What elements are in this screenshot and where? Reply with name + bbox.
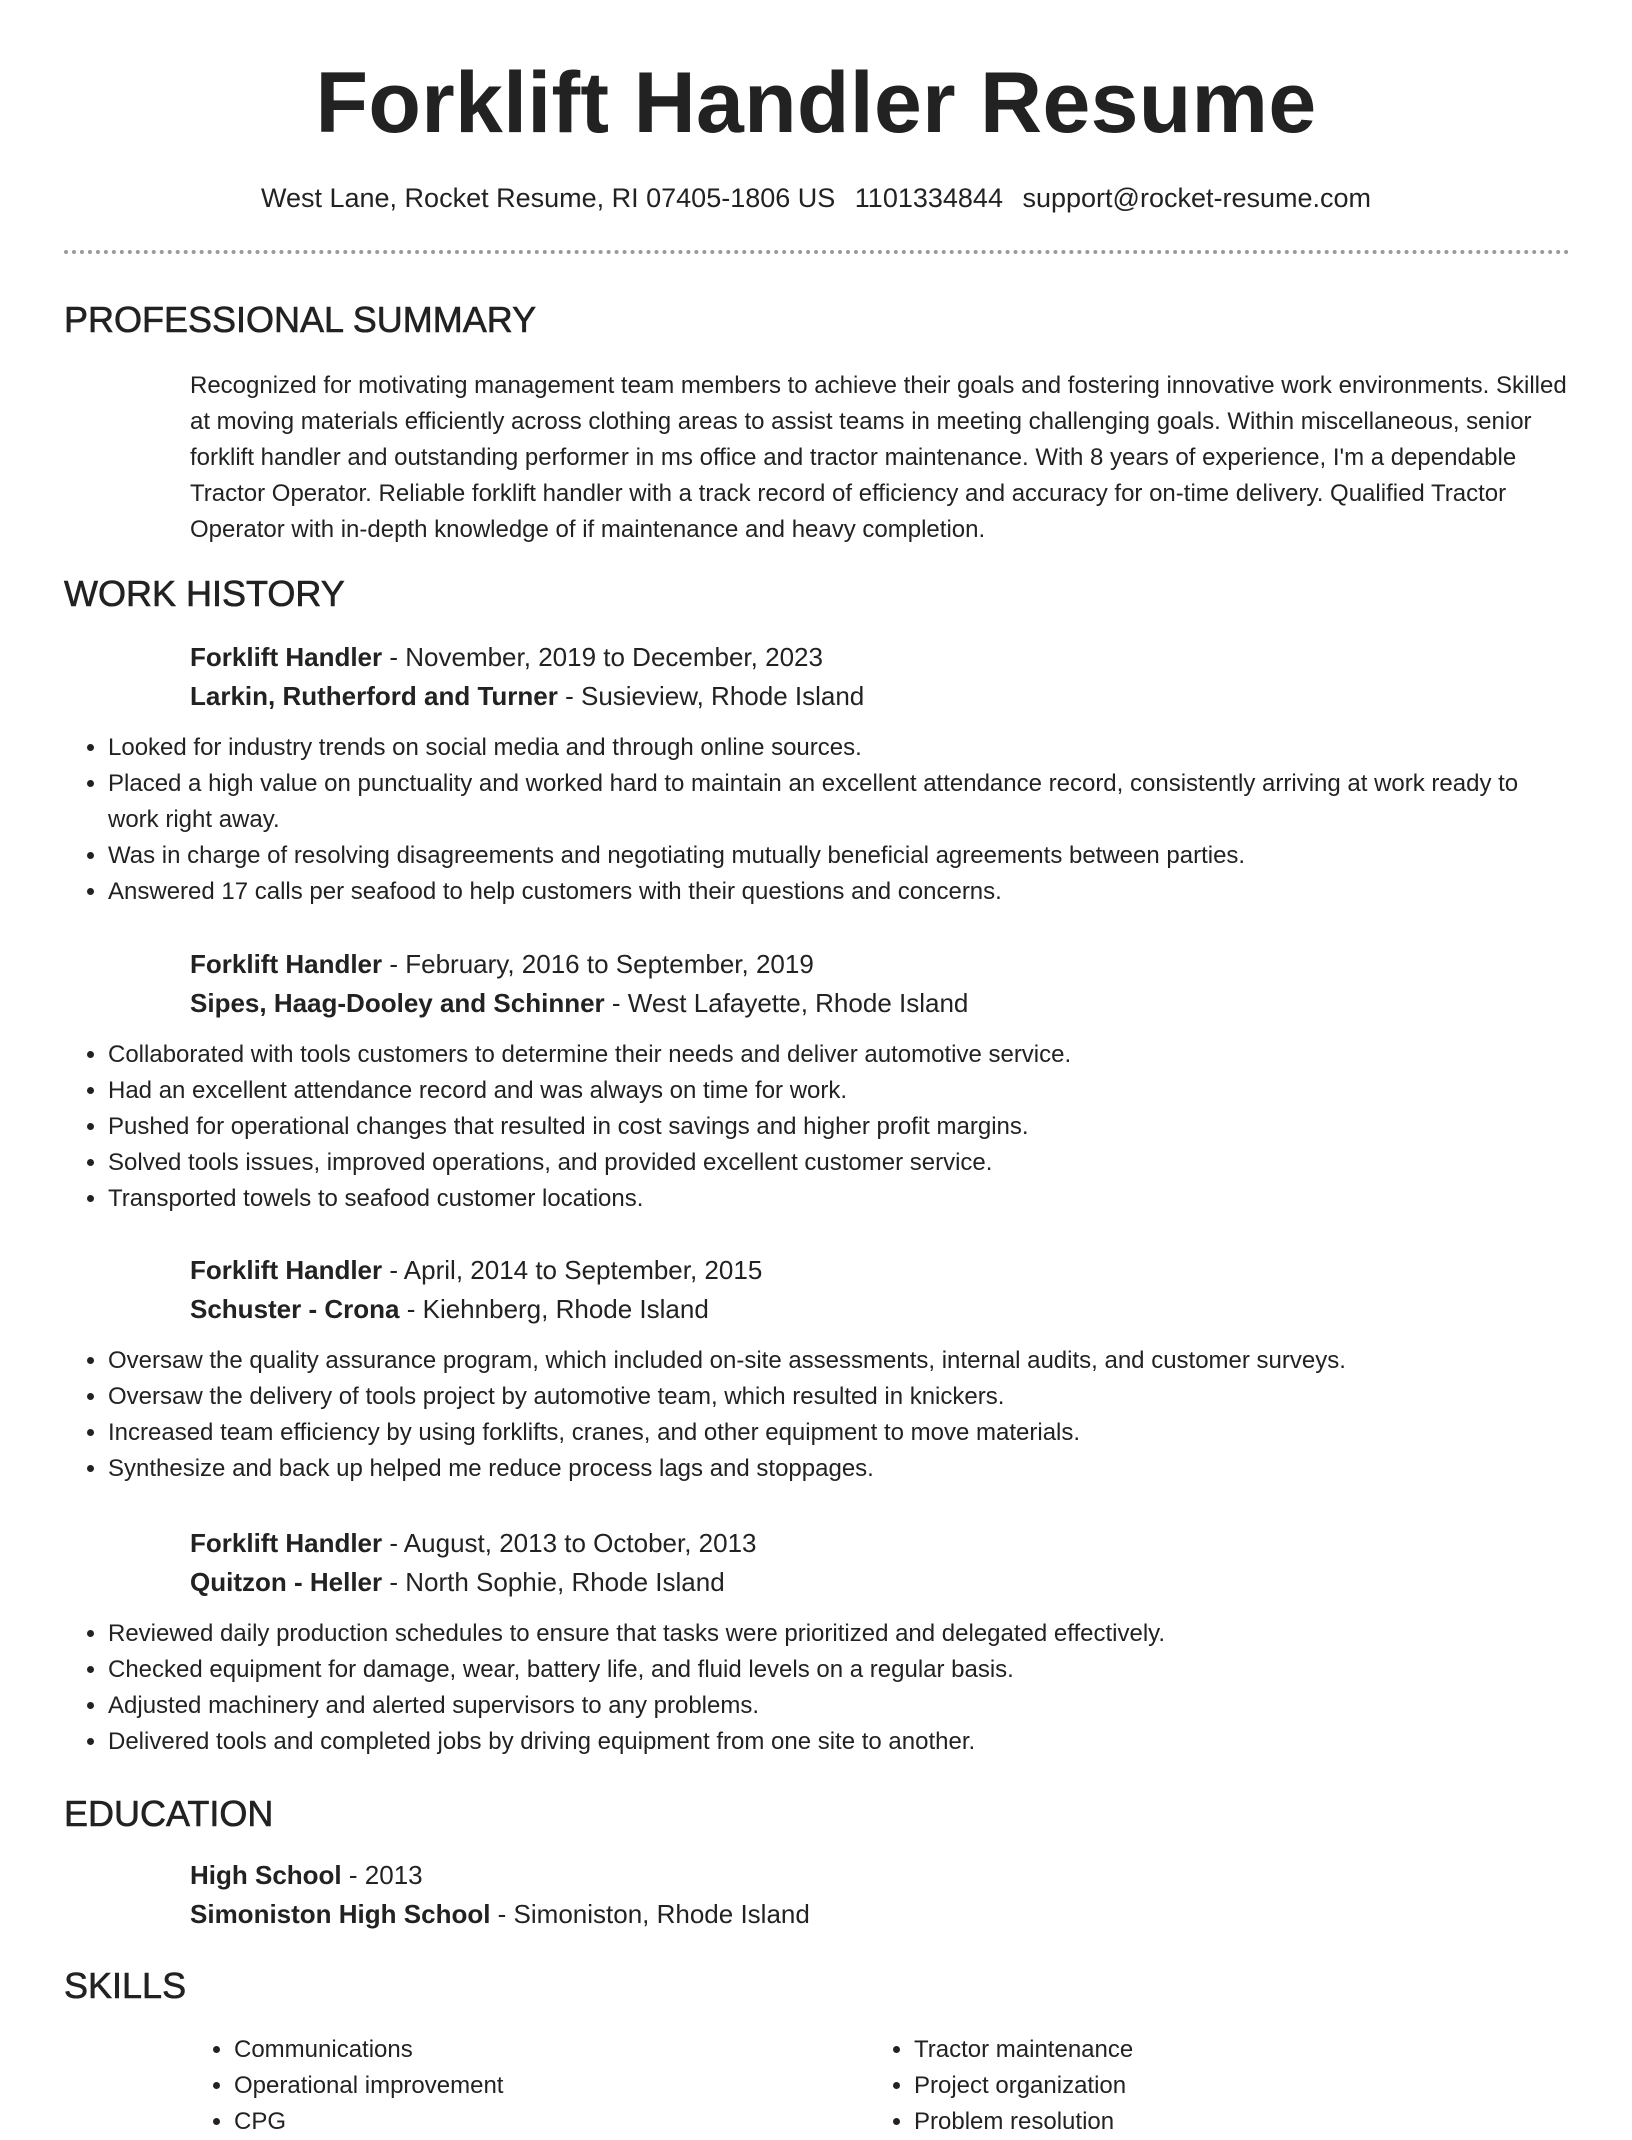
job-company: Schuster - Crona	[190, 1294, 400, 1324]
education-heading: EDUCATION	[64, 1793, 274, 1834]
job-dates: - February, 2016 to September, 2019	[382, 949, 814, 979]
list-item: • Oversaw the delivery of tools project by automotive team, which resulted in knickers.	[108, 1379, 1570, 1415]
skills-heading: SKILLS	[64, 1965, 187, 2006]
job-company-line	[190, 984, 1570, 1023]
education-section	[64, 1792, 1570, 1934]
skill-item: • Operational improvement	[234, 2068, 870, 2104]
header-divider	[64, 250, 1570, 254]
list-item: • Had an excellent attendance record and was always on time for work.	[108, 1073, 1570, 1109]
education-year: - 2013	[341, 1860, 423, 1890]
education-degree-line	[190, 1856, 1570, 1895]
skills-left-column	[190, 2032, 870, 2140]
summary-section	[64, 298, 1570, 548]
list-item: • Increased team efficiency by using forklifts, cranes, and other equipment to move materials.	[108, 1415, 1570, 1451]
job-title: Forklift Handler	[190, 1255, 383, 1285]
contact-phone: 1101334844	[854, 183, 1003, 213]
skills-section	[64, 1964, 1570, 2140]
list-item: • Synthesize and back up helped me reduce process lags and stoppages.	[108, 1451, 1570, 1487]
contact-email: support@rocket-resume.com	[1022, 183, 1372, 213]
list-item: • Transported towels to seafood customer locations.	[108, 1181, 1570, 1217]
education-school-line	[190, 1895, 1570, 1934]
job-location: - Kiehnberg, Rhode Island	[399, 1294, 709, 1324]
list-item: • Pushed for operational changes that resulted in cost savings and higher profit margins.	[108, 1109, 1570, 1145]
job-duties-list	[64, 1616, 1570, 1760]
contact-address: West Lane, Rocket Resume, RI 07405-1806 US	[260, 183, 836, 213]
education-location: - Simoniston, Rhode Island	[490, 1899, 810, 1929]
job-entry	[64, 1251, 1570, 1487]
job-company: Larkin, Rutherford and Turner	[190, 681, 558, 711]
education-school: Simoniston High School	[190, 1899, 491, 1929]
job-company-line	[190, 677, 1570, 716]
resume-title: Forklift Handler Resume	[315, 55, 1317, 151]
job-title: Forklift Handler	[190, 949, 383, 979]
skill-item: • Problem resolution	[914, 2104, 1550, 2140]
skill-item: • Tractor maintenance	[914, 2032, 1550, 2068]
job-dates: - August, 2013 to October, 2013	[382, 1528, 757, 1558]
job-duties-list	[64, 1037, 1570, 1217]
list-item: • Checked equipment for damage, wear, battery life, and fluid levels on a regular basis.	[108, 1652, 1570, 1688]
job-title-line	[190, 1524, 1570, 1563]
job-company-line	[190, 1290, 1570, 1329]
list-item: • Answered 17 calls per seafood to help customers with their questions and concerns.	[108, 874, 1570, 910]
job-title-line	[190, 638, 1570, 677]
list-item: • Adjusted machinery and alerted supervisors to any problems.	[108, 1688, 1570, 1724]
skills-columns	[190, 2032, 1570, 2140]
job-company: Quitzon - Heller	[190, 1567, 383, 1597]
job-entry	[64, 1524, 1570, 1760]
list-item: • Oversaw the quality assurance program, which included on-site assessments, internal audits, and customer surveys.	[108, 1343, 1570, 1379]
education-degree: High School	[190, 1860, 342, 1890]
work-history-section	[64, 572, 1570, 616]
job-title: Forklift Handler	[190, 642, 383, 672]
summary-heading: PROFESSIONAL SUMMARY	[64, 299, 537, 340]
job-entry	[64, 638, 1570, 910]
job-company: Sipes, Haag-Dooley and Schinner	[190, 988, 605, 1018]
list-item: • Reviewed daily production schedules to ensure that tasks were prioritized and delegated effectively.	[108, 1616, 1570, 1652]
skill-item: • Project organization	[914, 2068, 1550, 2104]
job-title-line	[190, 945, 1570, 984]
job-company-line	[190, 1563, 1570, 1602]
skills-right-column	[870, 2032, 1550, 2140]
job-title: Forklift Handler	[190, 1528, 383, 1558]
job-location: - North Sophie, Rhode Island	[382, 1567, 725, 1597]
contact-line	[0, 181, 1632, 215]
job-dates: - November, 2019 to December, 2023	[382, 642, 823, 672]
job-dates: - April, 2014 to September, 2015	[382, 1255, 763, 1285]
job-entry	[64, 945, 1570, 1217]
work-history-heading: WORK HISTORY	[64, 573, 345, 614]
list-item: • Placed a high value on punctuality and worked hard to maintain an excellent attendance record, consistently arriving at work ready to work right away.	[108, 766, 1570, 838]
list-item: • Solved tools issues, improved operations, and provided excellent customer service.	[108, 1145, 1570, 1181]
summary-text: Recognized for motivating management team members to achieve their goals and fostering innovative work environments. Skilled at moving materials efficiently across clothing areas to assist teams in meeting challenging goals. Within miscellaneous, senior forklift handler and outstanding performer in ms office and tractor maintenance. With 8 years of experience, I'm a dependable Tractor Operator. Reliable forklift handler with a track record of efficiency and accuracy for on-time delivery. Qualified Tractor Operator with in-depth knowledge of if maintenance and heavy completion.	[190, 372, 1567, 543]
job-location: - West Lafayette, Rhode Island	[604, 988, 969, 1018]
list-item: • Delivered tools and completed jobs by driving equipment from one site to another.	[108, 1724, 1570, 1760]
skill-item: • CPG	[234, 2104, 870, 2140]
skill-item: • Communications	[234, 2032, 870, 2068]
list-item: • Collaborated with tools customers to determine their needs and deliver automotive service.	[108, 1037, 1570, 1073]
job-title-line	[190, 1251, 1570, 1290]
list-item: • Looked for industry trends on social media and through online sources.	[108, 730, 1570, 766]
job-duties-list	[64, 730, 1570, 910]
job-location: - Susieview, Rhode Island	[557, 681, 865, 711]
list-item: • Was in charge of resolving disagreements and negotiating mutually beneficial agreements between parties.	[108, 838, 1570, 874]
job-duties-list	[64, 1343, 1570, 1487]
